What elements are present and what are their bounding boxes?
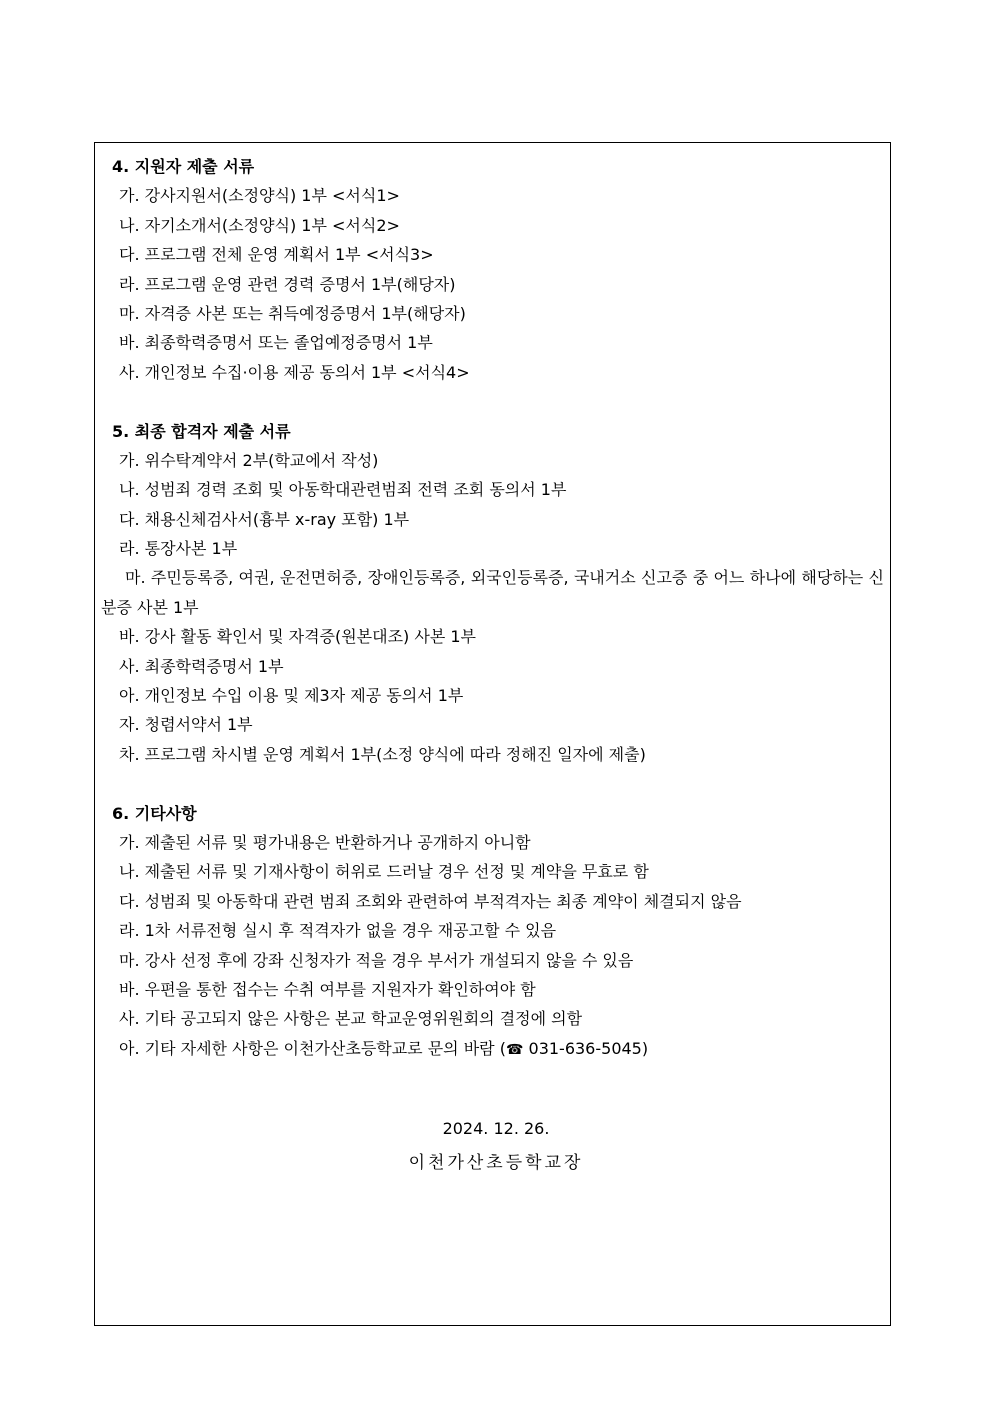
section-5-item: 다. 채용신체검사서(흉부 x-ray 포함) 1부 [119, 509, 410, 529]
section-4-item: 라. 프로그램 운영 관련 경력 증명서 1부(해당자) [119, 274, 456, 294]
contact-text: 아. 기타 자세한 사항은 이천가산초등학교로 문의 바람 ( [119, 1038, 506, 1058]
section-4-item: 가. 강사지원서(소정양식) 1부 <서식1> [119, 186, 400, 206]
section-4-item: 사. 개인정보 수집·이용 제공 동의서 1부 <서식4> [119, 362, 470, 382]
section-6-contact-item [95, 1034, 892, 1063]
section-6-item: 가. 제출된 서류 및 평가내용은 반환하거나 공개하지 아니함 [119, 833, 531, 853]
section-5-item: 라. 통장사본 1부 [119, 539, 238, 559]
section-spacer [95, 769, 892, 798]
phone-icon: ☎ [505, 1041, 524, 1058]
section-4-heading: 4. 지원자 제출 서류 [112, 157, 255, 176]
section-6-item: 나. 제출된 서류 및 기재사항이 허위로 드러날 경우 선정 및 계약을 무효로 함 [119, 862, 649, 882]
section-6-item: 마. 강사 선정 후에 강좌 신청자가 적을 경우 부서가 개설되지 않을 수 있음 [119, 950, 634, 970]
document-date: 2024. 12. 26. [442, 1119, 550, 1138]
section-4-item: 다. 프로그램 전체 운영 계획서 1부 <서식3> [119, 245, 434, 265]
document-signer: 이천가산초등학교장 [408, 1153, 584, 1173]
section-6-item: 바. 우편을 통한 접수는 수취 여부를 지원자가 확인하여야 함 [119, 979, 536, 999]
section-5-item: 아. 개인정보 수입 이용 및 제3자 제공 동의서 1부 [119, 686, 464, 706]
document-body [95, 152, 892, 1063]
section-6-item: 다. 성범죄 및 아동학대 관련 범죄 조회와 관련하여 부적격자는 최종 계약이 체결되지 않음 [119, 891, 742, 911]
section-5-item: 나. 성범죄 경력 조회 및 아동학대관련범죄 전력 조회 동의서 1부 [119, 480, 567, 500]
contact-phone: 031-636-5045) [523, 1038, 649, 1058]
section-5-heading: 5. 최종 합격자 제출 서류 [112, 421, 291, 441]
section-4-item: 마. 자격증 사본 또는 취득예정증명서 1부(해당자) [119, 303, 466, 323]
section-5-item: 가. 위수탁계약서 2부(학교에서 작성) [119, 450, 379, 470]
section-5-item: 차. 프로그램 차시별 운영 계획서 1부(소정 양식에 따라 정해진 일자에 제출) [119, 744, 646, 764]
section-5-item: 자. 청렴서약서 1부 [119, 715, 253, 735]
section-5-item: 마. 주민등록증, 여권, 운전면허증, 장애인등록증, 외국인등록증, 국내거소 신고증 중 어느 하나에 해당하는 신분증 사본 1부 [101, 568, 884, 617]
section-4-item: 바. 최종학력증명서 또는 졸업예정증명서 1부 [119, 333, 433, 353]
section-5-item: 사. 최종학력증명서 1부 [119, 656, 284, 676]
section-6-item: 사. 기타 공고되지 않은 사항은 본교 학교운영위원회의 결정에 의함 [119, 1009, 583, 1029]
section-5-item: 바. 강사 활동 확인서 및 자격증(원본대조) 사본 1부 [119, 627, 477, 647]
section-6-item: 라. 1차 서류전형 실시 후 적격자가 없을 경우 재공고할 수 있음 [119, 921, 557, 941]
section-spacer [95, 387, 892, 416]
section-4-item: 나. 자기소개서(소정양식) 1부 <서식2> [119, 215, 400, 235]
section-6-heading: 6. 기타사항 [112, 803, 197, 823]
